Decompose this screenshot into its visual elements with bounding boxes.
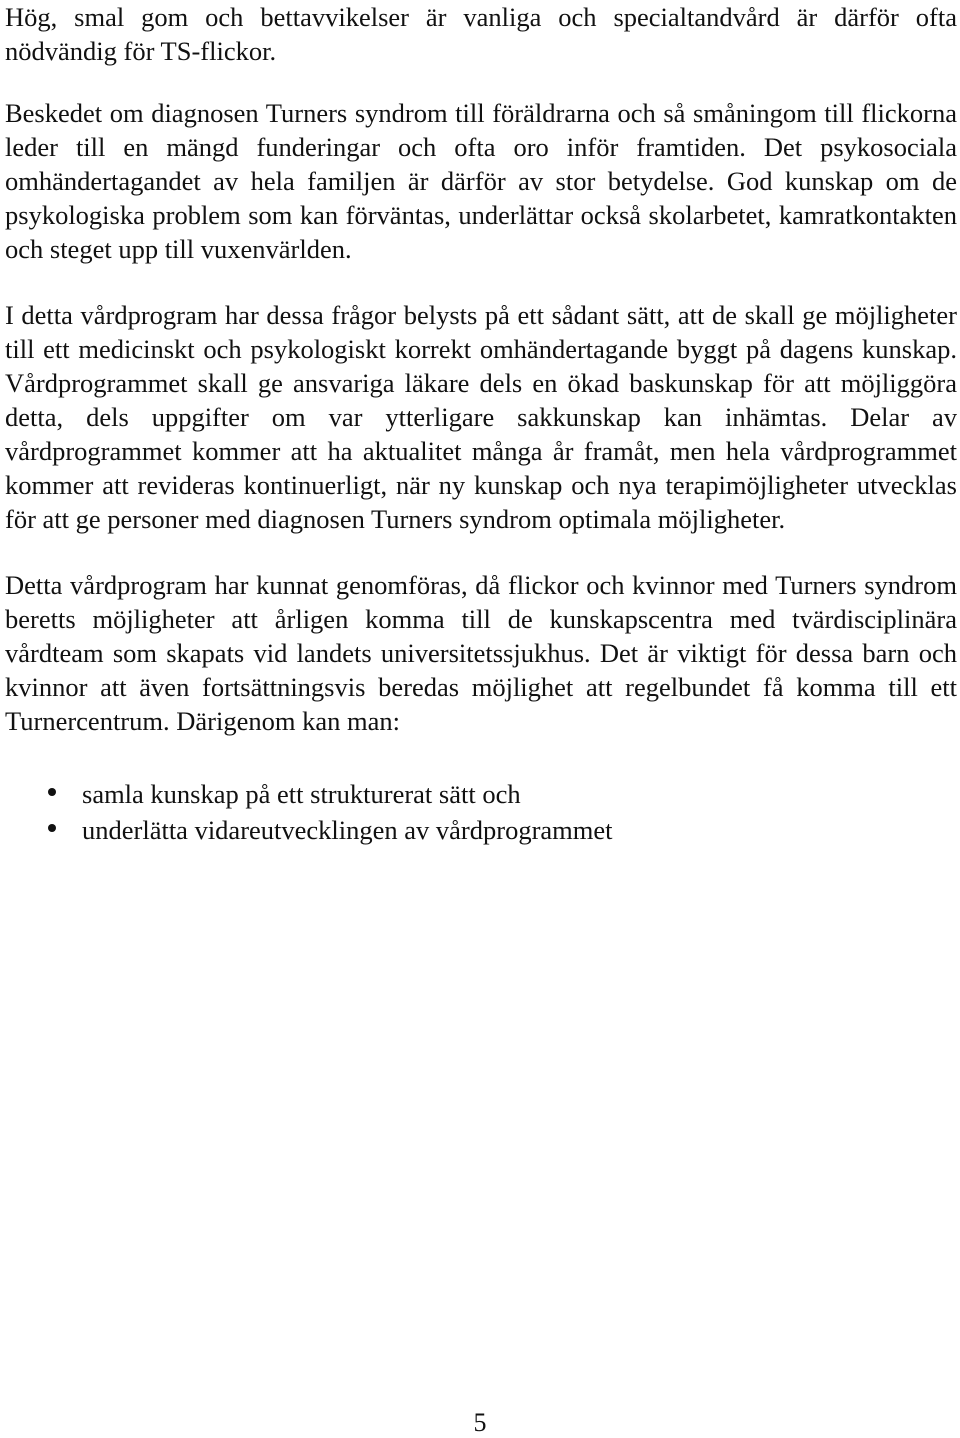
paragraph-care-program: I detta vårdprogram har dessa frågor belysts på ett sådant sätt, att de skall ge möjligheter till ett medicinskt och psykologiskt korrekt omhändertagande byggt på dagens kunskap. Vårdprogrammet skall ge ansvariga läkare dels en ökad baskunskap för att möjliggöra detta, dels uppgifter om var ytterligare sakkunskap kan inhämtas. Delar av vårdprogrammet kommer att ha aktualitet många år framåt, men hela vårdprogrammet kommer att revideras kontinuerligt, när ny kunskap och nya terapimöjligheter utvecklas för att ge personer med diagnosen Turners syndrom optimala möjligheter.: [5, 300, 957, 534]
paragraph-dental: Hög, smal gom och bettavvikelser är vanliga och specialtandvård är därför ofta nödvändig för TS-flickor.: [5, 2, 957, 66]
list-item: [5, 813, 957, 849]
list-item-text: underlätta vidareutvecklingen av vårdprogrammet: [82, 815, 613, 845]
paragraph-turner-centers: Detta vårdprogram har kunnat genomföras, då flickor och kvinnor med Turners syndrom beretts möjligheter att årligen komma till de kunskapscentra med tvärdisciplinära vårdteam som skapats vid landets universitetssjukhus. Det är viktigt för dessa barn och kvinnor att även fortsättningsvis beredas möjlighet att regelbundet få komma till ett Turnercentrum. Därigenom kan man:: [5, 570, 957, 736]
paragraph-psychosocial: Beskedet om diagnosen Turners syndrom till föräldrarna och så småningom till flickorna leder till en mängd funderingar och ofta oro inför framtiden. Det psykosociala omhändertagandet av hela familjen är därför av stor betydelse. God kunskap om de psykologiska problem som kan förväntas, underlättar också skolarbetet, kamratkontakten och steget upp till vuxenvärlden.: [5, 98, 957, 264]
list-item: [5, 777, 957, 813]
bullet-list: [5, 777, 957, 849]
bullet-icon: [48, 788, 56, 796]
page-number: 5: [473, 1408, 487, 1437]
list-item-text: samla kunskap på ett strukturerat sätt och: [82, 779, 521, 809]
document-page: [5, 0, 957, 849]
bullet-icon: [48, 824, 56, 832]
